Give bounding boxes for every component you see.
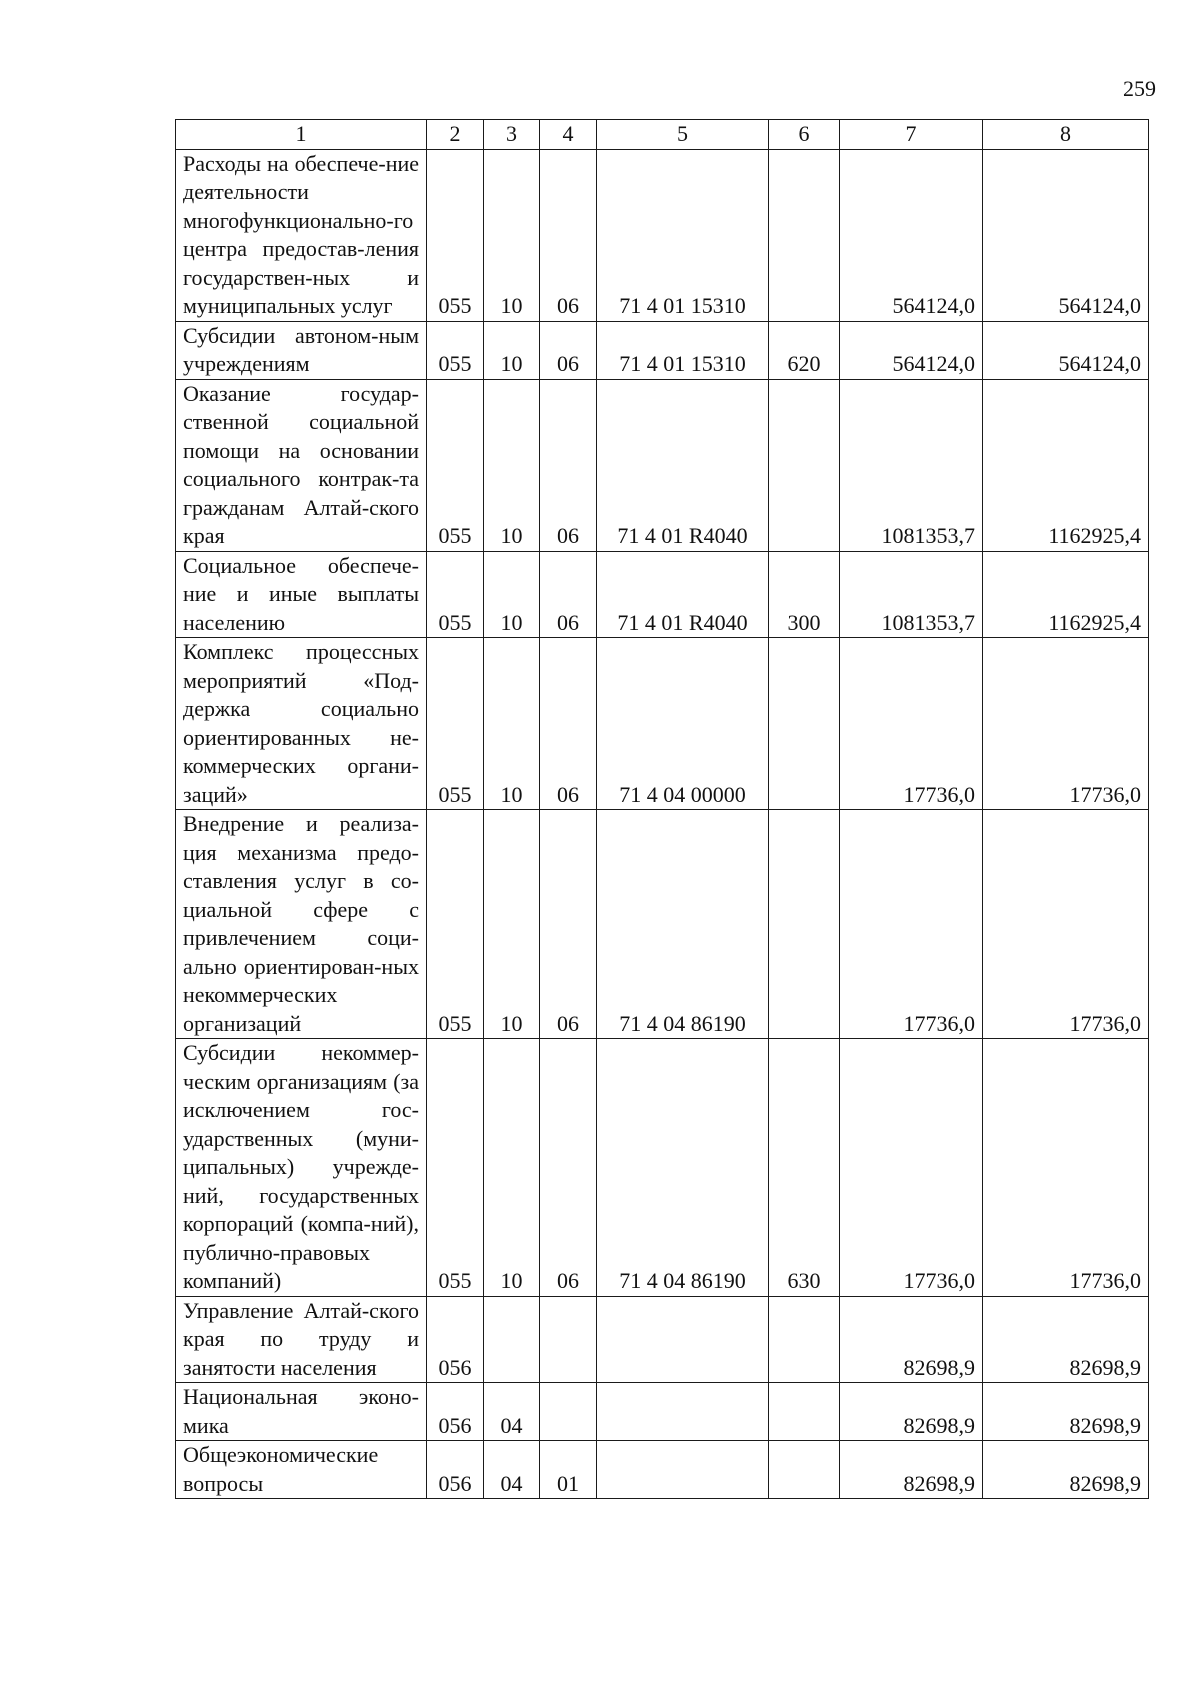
target-item-cell — [597, 1441, 769, 1499]
amount-cell-col8: 82698,9 — [983, 1296, 1149, 1383]
subsection-code-cell: 06 — [540, 149, 597, 321]
expense-name-cell: Социальное обеспече-ние и иные выплаты населению — [176, 551, 427, 638]
table-row — [176, 1441, 1149, 1499]
header-cell-5: 5 — [597, 120, 769, 150]
target-item-cell — [597, 1383, 769, 1441]
expense-name-cell: Субсидии некоммер-ческим организациям (за исключением гос-ударственных (муни-ципальных) учрежде-ний, государственных корпораций (компа-ний), публично-правовых компаний) — [176, 1039, 427, 1297]
table-row — [176, 810, 1149, 1039]
expense-type-cell — [769, 1296, 840, 1383]
expense-name-cell: Оказание государ-ственной социальной помощи на основании социального контрак-та гражданам Алтай-ского края — [176, 379, 427, 551]
target-item-cell: 71 4 01 R4040 — [597, 551, 769, 638]
amount-cell-col8: 17736,0 — [983, 1039, 1149, 1297]
section-code-cell: 04 — [484, 1441, 540, 1499]
page-number: 259 — [1123, 76, 1156, 101]
header-cell-3: 3 — [484, 120, 540, 150]
amount-cell-col8: 1162925,4 — [983, 551, 1149, 638]
amount-cell-col8: 564124,0 — [983, 149, 1149, 321]
ministry-code-cell: 055 — [427, 149, 484, 321]
expense-name-cell: Субсидии автоном-ным учреждениям — [176, 321, 427, 379]
amount-cell-col7: 1081353,7 — [840, 379, 983, 551]
subsection-code-cell: 06 — [540, 551, 597, 638]
section-code-cell: 10 — [484, 321, 540, 379]
amount-cell-col7: 564124,0 — [840, 149, 983, 321]
table-row — [176, 1383, 1149, 1441]
subsection-code-cell — [540, 1296, 597, 1383]
target-item-cell: 71 4 04 86190 — [597, 1039, 769, 1297]
amount-cell-col7: 82698,9 — [840, 1383, 983, 1441]
expense-type-cell: 300 — [769, 551, 840, 638]
section-code-cell: 10 — [484, 810, 540, 1039]
header-cell-6: 6 — [769, 120, 840, 150]
subsection-code-cell — [540, 1383, 597, 1441]
amount-cell-col8: 1162925,4 — [983, 379, 1149, 551]
header-cell-7: 7 — [840, 120, 983, 150]
subsection-code-cell: 06 — [540, 1039, 597, 1297]
table-row — [176, 638, 1149, 810]
expense-name-cell: Общеэкономические вопросы — [176, 1441, 427, 1499]
ministry-code-cell: 056 — [427, 1296, 484, 1383]
header-cell-4: 4 — [540, 120, 597, 150]
amount-cell-col8: 17736,0 — [983, 638, 1149, 810]
expense-type-cell: 620 — [769, 321, 840, 379]
subsection-code-cell: 06 — [540, 810, 597, 1039]
amount-cell-col8: 82698,9 — [983, 1383, 1149, 1441]
section-code-cell: 10 — [484, 149, 540, 321]
target-item-cell — [597, 1296, 769, 1383]
amount-cell-col8: 564124,0 — [983, 321, 1149, 379]
header-cell-2: 2 — [427, 120, 484, 150]
amount-cell-col7: 17736,0 — [840, 810, 983, 1039]
section-code-cell: 10 — [484, 379, 540, 551]
target-item-cell: 71 4 01 15310 — [597, 321, 769, 379]
subsection-code-cell: 01 — [540, 1441, 597, 1499]
subsection-code-cell: 06 — [540, 638, 597, 810]
table-row — [176, 379, 1149, 551]
amount-cell-col8: 17736,0 — [983, 810, 1149, 1039]
ministry-code-cell: 056 — [427, 1383, 484, 1441]
ministry-code-cell: 055 — [427, 551, 484, 638]
target-item-cell: 71 4 01 15310 — [597, 149, 769, 321]
header-row — [176, 120, 1149, 150]
expense-type-cell — [769, 1441, 840, 1499]
ministry-code-cell: 055 — [427, 810, 484, 1039]
target-item-cell: 71 4 04 00000 — [597, 638, 769, 810]
target-item-cell: 71 4 04 86190 — [597, 810, 769, 1039]
expense-type-cell: 630 — [769, 1039, 840, 1297]
ministry-code-cell: 055 — [427, 321, 484, 379]
expense-type-cell — [769, 810, 840, 1039]
subsection-code-cell: 06 — [540, 321, 597, 379]
expense-name-cell: Национальная эконо-мика — [176, 1383, 427, 1441]
section-code-cell: 10 — [484, 551, 540, 638]
table-row — [176, 1296, 1149, 1383]
subsection-code-cell: 06 — [540, 379, 597, 551]
section-code-cell: 10 — [484, 1039, 540, 1297]
target-item-cell: 71 4 01 R4040 — [597, 379, 769, 551]
amount-cell-col8: 82698,9 — [983, 1441, 1149, 1499]
section-code-cell: 10 — [484, 638, 540, 810]
section-code-cell — [484, 1296, 540, 1383]
expense-type-cell — [769, 638, 840, 810]
header-cell-1: 1 — [176, 120, 427, 150]
amount-cell-col7: 82698,9 — [840, 1296, 983, 1383]
table-row — [176, 551, 1149, 638]
expense-name-cell: Комплекс процессных мероприятий «Под-держка социально ориентированных не-коммерческих органи-заций» — [176, 638, 427, 810]
amount-cell-col7: 1081353,7 — [840, 551, 983, 638]
table-row — [176, 1039, 1149, 1297]
expense-name-cell: Управление Алтай-ского края по труду и занятости населения — [176, 1296, 427, 1383]
amount-cell-col7: 17736,0 — [840, 1039, 983, 1297]
table-row — [176, 321, 1149, 379]
ministry-code-cell: 055 — [427, 379, 484, 551]
header-cell-8: 8 — [983, 120, 1149, 150]
expense-type-cell — [769, 149, 840, 321]
section-code-cell: 04 — [484, 1383, 540, 1441]
budget-table — [175, 119, 1149, 1499]
expense-name-cell: Расходы на обеспече-ние деятельности многофункционально-го центра предостав-ления государствен-ных и муниципальных услуг — [176, 149, 427, 321]
ministry-code-cell: 056 — [427, 1441, 484, 1499]
amount-cell-col7: 82698,9 — [840, 1441, 983, 1499]
amount-cell-col7: 564124,0 — [840, 321, 983, 379]
table-row — [176, 149, 1149, 321]
expense-type-cell — [769, 1383, 840, 1441]
ministry-code-cell: 055 — [427, 1039, 484, 1297]
expense-name-cell: Внедрение и реализа-ция механизма предо-ставления услуг в со-циальной сфере с привлечением соци-ально ориентирован-ных некоммерческих организаций — [176, 810, 427, 1039]
expense-type-cell — [769, 379, 840, 551]
amount-cell-col7: 17736,0 — [840, 638, 983, 810]
ministry-code-cell: 055 — [427, 638, 484, 810]
